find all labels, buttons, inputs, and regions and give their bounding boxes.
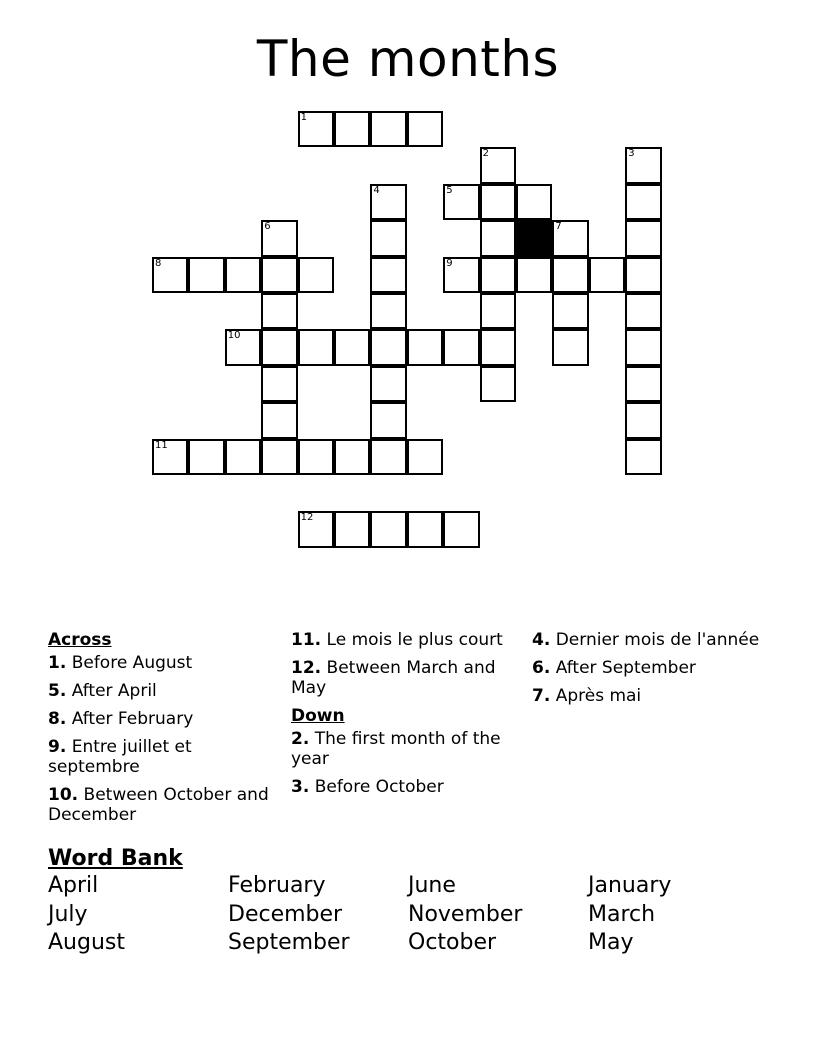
- word-bank-word: February: [228, 873, 326, 898]
- crossword-cell[interactable]: [152, 257, 188, 293]
- crossword-cell[interactable]: [589, 257, 625, 293]
- crossword-cell[interactable]: [552, 329, 588, 365]
- crossword-cell[interactable]: [480, 220, 516, 256]
- crossword-cell[interactable]: [443, 257, 479, 293]
- clue-text: The first month of the year: [291, 729, 501, 769]
- crossword-cell[interactable]: [407, 511, 443, 547]
- crossword-cell[interactable]: [225, 257, 261, 293]
- crossword-cell[interactable]: [625, 402, 661, 438]
- crossword-cell[interactable]: [188, 257, 224, 293]
- crossword-cell[interactable]: [261, 220, 297, 256]
- word-bank-word: May: [588, 930, 634, 955]
- clue-number: 1.: [48, 653, 67, 673]
- crossword-cell[interactable]: [261, 293, 297, 329]
- crossword-cell[interactable]: [516, 257, 552, 293]
- word-bank-word: June: [408, 873, 456, 898]
- clue-number: 1: [300, 112, 307, 123]
- crossword-cell[interactable]: [298, 111, 334, 147]
- crossword-cell[interactable]: [516, 184, 552, 220]
- crossword-cell[interactable]: [625, 184, 661, 220]
- crossword-cell[interactable]: [370, 402, 406, 438]
- crossword-cell[interactable]: [370, 184, 406, 220]
- crossword-cell[interactable]: [261, 439, 297, 475]
- crossword-cell[interactable]: [261, 366, 297, 402]
- crossword-cell[interactable]: [625, 366, 661, 402]
- clue-number: 11.: [291, 630, 322, 650]
- crossword-cell[interactable]: [407, 329, 443, 365]
- crossword-cell[interactable]: [480, 366, 516, 402]
- clue-text: Before August: [66, 653, 193, 673]
- word-bank-word: March: [588, 901, 656, 927]
- across-clue-list-continued: [291, 630, 519, 698]
- crossword-cell[interactable]: [261, 257, 297, 293]
- crossword-cell[interactable]: [334, 511, 370, 547]
- crossword-cell[interactable]: [407, 111, 443, 147]
- clue-text: Before October: [309, 777, 444, 797]
- word-bank-word: December: [228, 901, 343, 927]
- clue-number: 8.: [48, 709, 67, 729]
- clue-number: 5.: [48, 681, 67, 701]
- clue-item: [48, 681, 276, 701]
- word-bank-word: August: [48, 930, 125, 955]
- clue-item: [48, 709, 276, 729]
- crossword-cell[interactable]: [298, 511, 334, 547]
- clue-text: After September: [550, 658, 696, 678]
- clue-text: Between October and December: [48, 785, 269, 825]
- across-heading: Across: [48, 630, 112, 650]
- across-clue-list: [48, 653, 276, 825]
- word-bank-word: September: [228, 930, 350, 955]
- crossword-cell[interactable]: [225, 329, 261, 365]
- crossword-cell[interactable]: [443, 184, 479, 220]
- clue-item: [291, 630, 519, 650]
- crossword-cell[interactable]: [370, 111, 406, 147]
- crossword-cell[interactable]: [370, 220, 406, 256]
- clue-number: 4.: [532, 630, 551, 650]
- word-bank-word: November: [408, 901, 523, 927]
- crossword-cell[interactable]: [480, 147, 516, 183]
- clue-number: 4: [373, 184, 380, 196]
- crossword-cell[interactable]: [370, 366, 406, 402]
- clue-text: Between March and May: [291, 658, 496, 698]
- clue-number: 7: [555, 221, 562, 233]
- word-bank-word: July: [48, 901, 88, 927]
- crossword-cell[interactable]: [625, 220, 661, 256]
- crossword-cell[interactable]: [443, 329, 479, 365]
- clue-text: Le mois le plus court: [321, 630, 503, 650]
- clue-item: [291, 729, 519, 769]
- clue-item: [532, 658, 760, 678]
- clue-item: [532, 686, 760, 706]
- crossword-cell[interactable]: [625, 257, 661, 293]
- clues-column-1: [48, 630, 276, 833]
- crossword-cell[interactable]: [370, 439, 406, 475]
- crossword-black-cell: [516, 220, 552, 256]
- crossword-cell[interactable]: [625, 293, 661, 329]
- down-heading: Down: [291, 706, 345, 726]
- crossword-cell[interactable]: [370, 511, 406, 547]
- clue-text: After February: [66, 709, 194, 729]
- clue-number: 8: [155, 257, 162, 269]
- clue-number: 6.: [532, 658, 551, 678]
- clue-number: 9: [446, 257, 453, 269]
- clue-item: [48, 737, 276, 777]
- clue-text: Dernier mois de l'année: [550, 630, 760, 650]
- clue-item: [48, 785, 276, 825]
- crossword-cell[interactable]: [261, 402, 297, 438]
- crossword-cell[interactable]: [152, 439, 188, 475]
- clue-text: Entre juillet et septembre: [48, 737, 192, 777]
- crossword-cell[interactable]: [298, 329, 334, 365]
- crossword-cell[interactable]: [334, 111, 370, 147]
- crossword-cell[interactable]: [298, 439, 334, 475]
- word-bank-word: April: [48, 873, 99, 898]
- word-bank-title: Word Bank: [48, 846, 183, 871]
- clue-number: 12.: [291, 658, 322, 678]
- crossword-cell[interactable]: [480, 329, 516, 365]
- crossword-cell[interactable]: [480, 184, 516, 220]
- crossword-cell[interactable]: [407, 439, 443, 475]
- clue-number: 9.: [48, 737, 67, 757]
- crossword-cell[interactable]: [370, 257, 406, 293]
- clue-number: 10: [227, 330, 241, 342]
- crossword-cell[interactable]: [625, 329, 661, 365]
- crossword-cell[interactable]: [225, 439, 261, 475]
- clue-number: 2: [482, 148, 489, 160]
- clue-item: [291, 658, 519, 698]
- clue-number: 7.: [532, 686, 551, 706]
- clue-number: 5: [446, 184, 453, 196]
- crossword-cell[interactable]: [261, 329, 297, 365]
- clue-item: [48, 653, 276, 673]
- crossword-cell[interactable]: [334, 439, 370, 475]
- clue-number: 2.: [291, 729, 310, 749]
- clue-text: After April: [66, 681, 157, 701]
- crossword-cell[interactable]: [480, 257, 516, 293]
- clues-column-2: [291, 630, 519, 805]
- crossword-cell[interactable]: [552, 220, 588, 256]
- clue-item: [291, 777, 519, 797]
- clue-number: 6: [264, 221, 271, 233]
- down-clue-list-continued: [532, 630, 760, 706]
- crossword-cell[interactable]: [552, 293, 588, 329]
- clue-number: 10.: [48, 785, 79, 805]
- clue-number: 11: [155, 439, 168, 451]
- clue-number: 3.: [291, 777, 310, 797]
- crossword-cell[interactable]: [443, 511, 479, 547]
- clue-number: 3: [628, 148, 635, 160]
- clue-text: Après mai: [550, 686, 642, 706]
- clues-column-3: [532, 630, 760, 714]
- word-bank-word: October: [408, 930, 497, 955]
- crossword-cell[interactable]: [334, 329, 370, 365]
- crossword-cell[interactable]: [625, 439, 661, 475]
- crossword-cell[interactable]: [188, 439, 224, 475]
- crossword-cell[interactable]: [552, 257, 588, 293]
- crossword-cell[interactable]: [370, 329, 406, 365]
- clue-item: [532, 630, 760, 650]
- page-title: The months: [256, 30, 560, 88]
- clue-number: 12: [300, 512, 314, 524]
- crossword-cell[interactable]: [625, 147, 661, 183]
- crossword-cell[interactable]: [480, 293, 516, 329]
- crossword-cell[interactable]: [298, 257, 334, 293]
- crossword-cell[interactable]: [370, 293, 406, 329]
- down-clue-list: [291, 729, 519, 797]
- word-bank-word: January: [588, 873, 672, 898]
